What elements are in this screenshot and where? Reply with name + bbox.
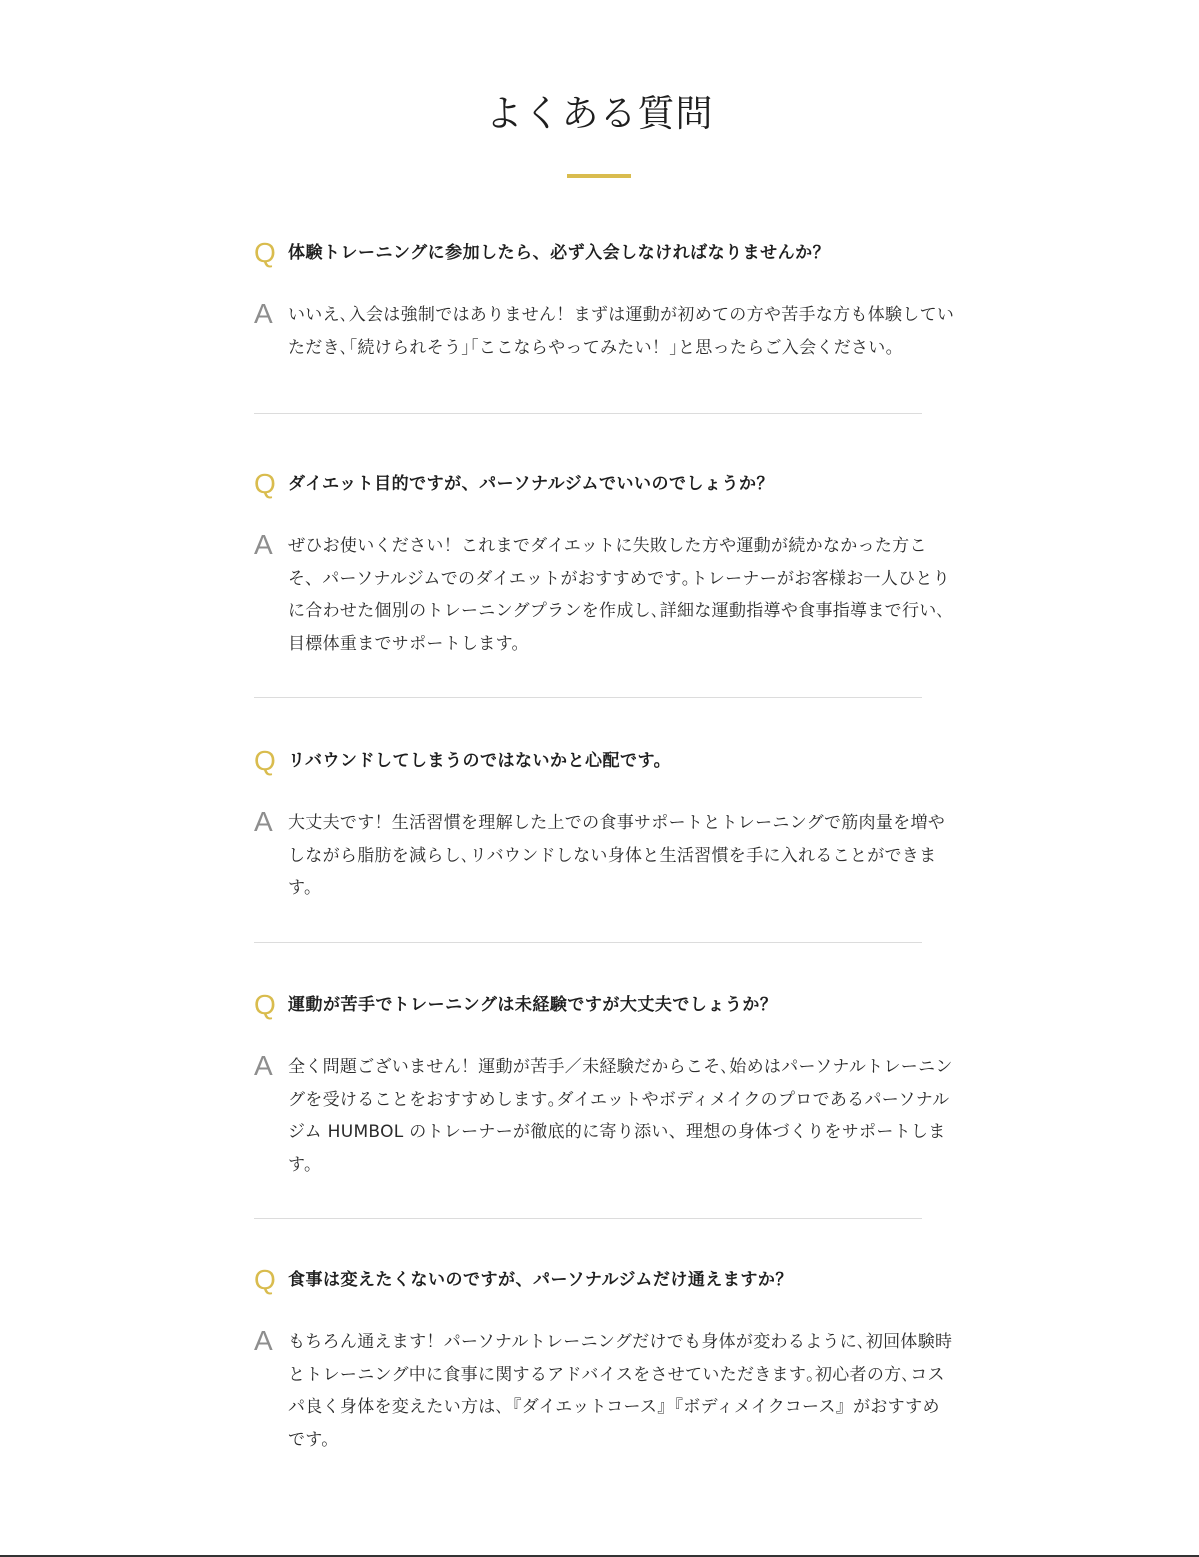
- title-underline: [567, 174, 631, 178]
- faq-question: [254, 237, 956, 268]
- faq-item: [254, 1264, 956, 1456]
- answer-text: 全く問題ございません！運動が苦手／未経験だからこそ､始めはパーソナルトレーニングを受けることをおすすめします｡ダイエットやボディメイクのプロであるパーソナルジム HUMBOL のトレーナーが徹底的に寄り添い、理想の身体づくりをサポートします。: [288, 1057, 953, 1175]
- faq-item: [254, 745, 956, 905]
- answer-text: いいえ､入会は強制ではありません！まずは運動が初めての方や苦手な方も体験していただき､｢続けられそう｣｢ここならやってみたい！｣と思ったらご入会ください。: [288, 305, 955, 358]
- q-marker: Q: [254, 1264, 276, 1295]
- answer-text: ぜひお使いください！これまでダイエットに失敗した方や運動が続かなかった方こそ、パーソナルジムでのダイエットがおすすめです｡トレーナーがお客様お一人ひとりに合わせた個別のトレーニングプランを作成し､詳細な運動指導や食事指導まで行い､目標体重までサポートします。: [288, 536, 951, 654]
- q-marker: Q: [254, 989, 276, 1020]
- question-text: 食事は変えたくないのですが、パーソナルジムだけ通えますか？: [288, 1270, 793, 1290]
- question-text: ダイエット目的ですが、パーソナルジムでいいのでしょうか？: [288, 474, 775, 494]
- faq-question: [254, 1264, 956, 1295]
- a-marker: A: [254, 1325, 273, 1356]
- faq-answer: [254, 530, 956, 660]
- faq-answer: [254, 1051, 956, 1181]
- divider: [254, 1218, 922, 1219]
- q-marker: Q: [254, 745, 276, 776]
- faq-answer: [254, 807, 956, 905]
- question-text: 体験トレーニングに参加したら、必ず入会しなければなりませんか？: [288, 243, 831, 263]
- faq-item: [254, 237, 956, 364]
- faq-question: [254, 989, 956, 1020]
- question-text: リバウンドしてしまうのではないかと心配です。: [288, 751, 672, 771]
- a-marker: A: [254, 298, 273, 329]
- question-text: 運動が苦手でトレーニングは未経験ですが大丈夫でしょうか？: [288, 995, 778, 1015]
- page-title: よくある質問: [485, 92, 714, 135]
- answer-text: 大丈夫です！生活習慣を理解した上での食事サポートとトレーニングで筋肉量を増やしながら脂肪を減らし､リバウンドしない身体と生活習慣を手に入れることができます。: [288, 813, 946, 898]
- q-marker: Q: [254, 237, 276, 268]
- faq-question: [254, 745, 956, 776]
- a-marker: A: [254, 529, 273, 560]
- a-marker: A: [254, 806, 273, 837]
- a-marker: A: [254, 1050, 273, 1081]
- q-marker: Q: [254, 468, 276, 499]
- faq-item: [254, 468, 956, 660]
- faq-item: [254, 989, 956, 1181]
- answer-text: もちろん通えます！パーソナルトレーニングだけでも身体が変わるように､初回体験時とトレーニング中に食事に関するアドバイスをさせていただきます｡初心者の方､コスパ良く身体を変えたい方は､『ダイエットコース』『ボディメイクコース』がおすすめです。: [288, 1332, 953, 1450]
- faq-answer: [254, 1326, 956, 1456]
- divider: [254, 413, 922, 414]
- divider: [254, 942, 922, 943]
- divider: [254, 697, 922, 698]
- faq-answer: [254, 299, 956, 364]
- faq-question: [254, 468, 956, 499]
